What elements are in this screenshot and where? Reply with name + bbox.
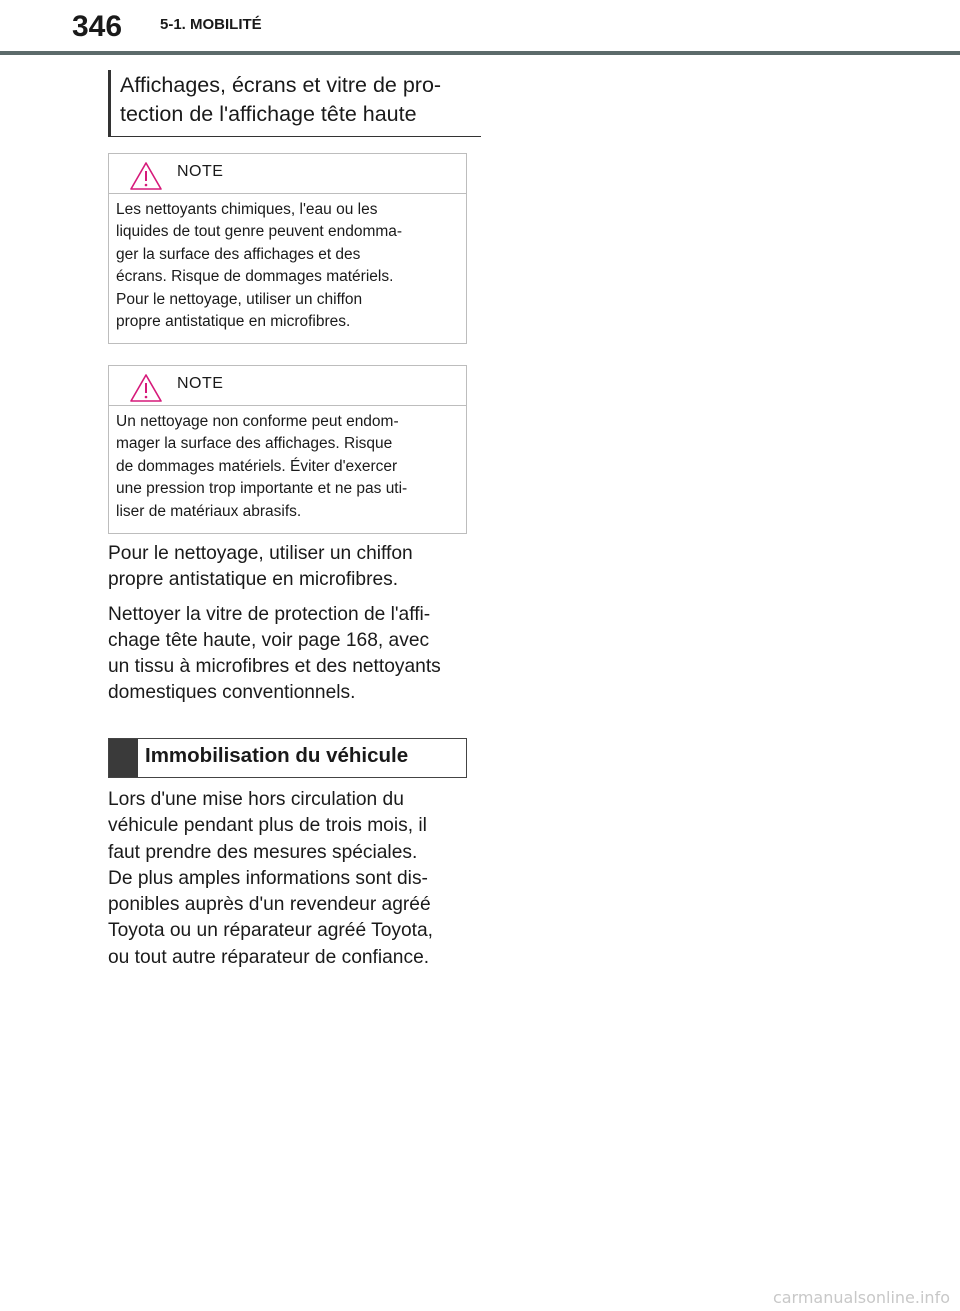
text-line: ponibles auprès d'un revendeur agréé bbox=[108, 894, 431, 916]
note-body bbox=[109, 406, 466, 533]
note-line: liquides de tout genre peuvent endomma- bbox=[116, 223, 403, 241]
text-line: domestiques conventionnels. bbox=[108, 682, 356, 704]
note-body bbox=[109, 194, 466, 343]
text-line: faut prendre des mesures spéciales. bbox=[108, 841, 418, 863]
note-header bbox=[109, 366, 466, 406]
section-heading-displays bbox=[108, 70, 481, 137]
page-header bbox=[0, 0, 960, 56]
note-line: écrans. Risque de dommages matériels. bbox=[116, 268, 394, 286]
note-line: de dommages matériels. Éviter d'exercer bbox=[116, 457, 398, 475]
section-heading-line-2: tection de l'affichage tête haute bbox=[120, 102, 417, 126]
text-line: Pour le nettoyage, utiliser un chiffon bbox=[108, 543, 413, 564]
text-line: Nettoyer la vitre de protection de l'affi- bbox=[108, 603, 431, 625]
text-line: propre antistatique en microfibres. bbox=[108, 569, 399, 591]
text-line: un tissu à microfibres et des nettoyants bbox=[108, 656, 441, 678]
note-box-cleaning bbox=[108, 365, 467, 534]
paragraph bbox=[108, 541, 465, 594]
note-line: une pression trop importante et ne pas uti- bbox=[116, 480, 408, 498]
note-line: Les nettoyants chimiques, l'eau ou les bbox=[116, 201, 378, 218]
note-line: propre antistatique en microfibres. bbox=[116, 313, 351, 331]
text-line: Lors d'une mise hors circulation du bbox=[108, 789, 404, 810]
section-heading-immobilisation bbox=[108, 738, 467, 778]
text-line: chage tête haute, voir page 168, avec bbox=[108, 629, 430, 651]
note-box-chemicals bbox=[108, 153, 467, 344]
note-line: ger la surface des affichages et des bbox=[116, 245, 361, 263]
header-rule bbox=[0, 51, 960, 55]
text-line: véhicule pendant plus de trois mois, il bbox=[108, 815, 427, 837]
body-text-immobilisation bbox=[108, 787, 465, 971]
paragraph bbox=[108, 602, 465, 707]
watermark: carmanualsonline.info bbox=[772, 1288, 950, 1307]
note-label: NOTE bbox=[177, 163, 224, 180]
section-heading-title: Immobilisation du véhicule bbox=[145, 744, 409, 767]
body-text-cleaning bbox=[108, 541, 465, 715]
note-line: liser de matériaux abrasifs. bbox=[116, 502, 302, 520]
chapter-title: 5-1. MOBILITÉ bbox=[160, 16, 262, 33]
text-line: ou tout autre réparateur de confiance. bbox=[108, 946, 430, 968]
text-line: De plus amples informations sont dis- bbox=[108, 867, 428, 889]
note-header bbox=[109, 154, 466, 194]
page-number: 346 bbox=[72, 10, 123, 43]
note-line: Pour le nettoyage, utiliser un chiffon bbox=[116, 290, 363, 308]
note-label: NOTE bbox=[177, 375, 224, 392]
note-line: mager la surface des affichages. Risque bbox=[116, 435, 393, 453]
heading-bar bbox=[109, 739, 138, 777]
warning-triangle-icon bbox=[129, 373, 163, 403]
section-heading-line-1: Affichages, écrans et vitre de pro- bbox=[120, 73, 442, 97]
note-line: Un nettoyage non conforme peut endom- bbox=[116, 413, 399, 430]
warning-triangle-icon bbox=[129, 161, 163, 191]
text-line: Toyota ou un réparateur agréé Toyota, bbox=[108, 920, 433, 942]
